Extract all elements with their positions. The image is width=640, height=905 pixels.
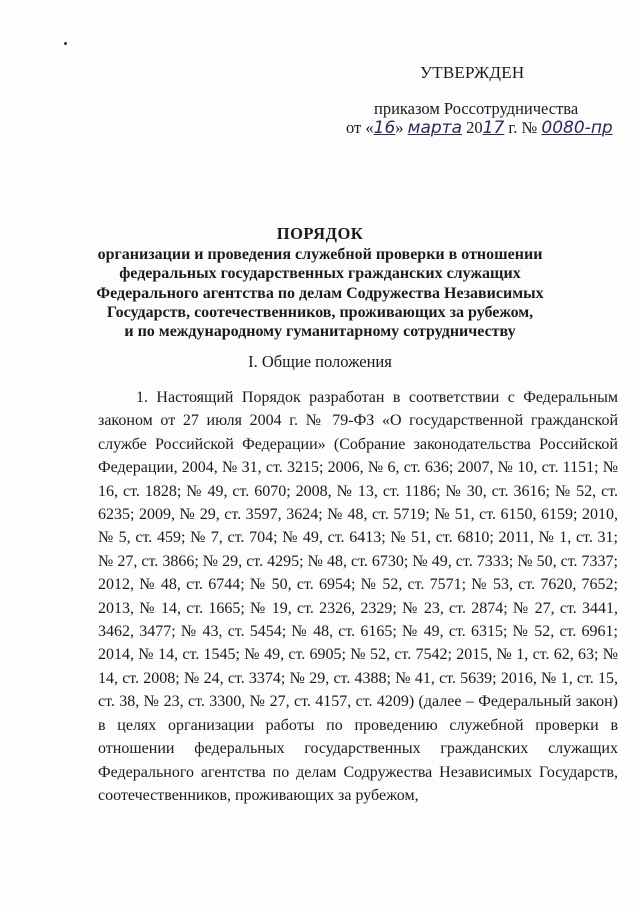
document-subtitle-line: федеральных государственных гражданских служащих (119, 265, 521, 283)
document-title: ПОРЯДОК (276, 224, 364, 243)
document-subtitle-line: и по международному гуманитарному сотрудничеству (124, 323, 516, 341)
date-year-prefix: 20 (462, 118, 483, 137)
order-number-handwritten: 0080-пр (541, 118, 613, 138)
approval-status: УТВЕРЖДЕН (420, 63, 525, 82)
body-paragraph: 1. Настоящий Порядок разработан в соответствии с Федеральным законом от 27 июля 2004 г. № 79-ФЗ «О государственной гражданской службе Российской Федерации» (Собрание законодательства Российской Федерации, 2004, № 31, ст. 3215; 2006, № 6, ст. 636; 2007, № 10, ст. 1151; № 16, ст. 1828; № 49, ст. 6070; 2008, № 13, ст. 1186; № 30, ст. 3616; № 52, ст. 6235; 2009, № 29, ст. 3597, 3624; № 48, ст. 5719; № 51, ст. 6150, 6159; 2010, № 5, ст. 459; № 7, ст. 704; № 49, ст. 6413; № 51, ст. 6810; 2011, № 1, ст. 31; № 27, ст. 3866; № 29, ст. 4295; № 48, ст. 6730; № 49, ст. 7333; № 50, ст. 7337; 2012, № 48, ст. 6744; № 50, ст. 6954; № 52, ст. 7571; № 53, ст. 7620, 7652; 2013, № 14, ст. 1665; № 19, ст. 2326, 2329; № 23, ст. 2874; № 27, ст. 3441, 3462, 3477; № 43, ст. 5454; № 48, ст. 6165; № 49, ст. 6315; № 52, ст. 6961; 2014, № 14, ст. 1545; № 49, ст. 6905; № 52, ст. 7542; 2015, № 1, ст. 62, 63; № 14, ст. 2008; № 24, ст. 3374; № 29, ст. 4388; № 41, ст. 5639; 2016, № 1, ст. 15, ст. 38, № 23, ст. 3300, № 27, ст. 4157, ст. 4209) (далее – Федеральный закон) в целях организации работы по проведению служебной проверки в отношении федеральных государственных гражданских служащих Федерального агентства по делам Содружества Независимых Государств, соотечественников, проживающих за рубежом, (98, 389, 618, 804)
date-separator: » (395, 118, 408, 137)
document-subtitle-line: Государств, соотечественников, проживающих за рубежом, (106, 303, 534, 321)
document-title-block (80, 224, 560, 341)
document-subtitle-line: Федерального агентства по делам Содружества Независимых (96, 284, 544, 302)
date-day-handwritten: 16 (373, 118, 396, 138)
approval-date-line (346, 117, 613, 139)
date-year-handwritten: 17 (482, 118, 505, 138)
document-subtitle-line: организации и проведения служебной проверки в отношении (97, 246, 543, 264)
approval-order-line: приказом Россотрудничества (374, 99, 579, 118)
section-heading: I. Общие положения (248, 352, 392, 371)
date-month-handwritten: марта (407, 118, 462, 138)
document-body (98, 386, 618, 807)
scan-speck (64, 42, 67, 45)
order-number-prefix: г. № (504, 118, 542, 137)
date-prefix: от « (346, 118, 374, 137)
